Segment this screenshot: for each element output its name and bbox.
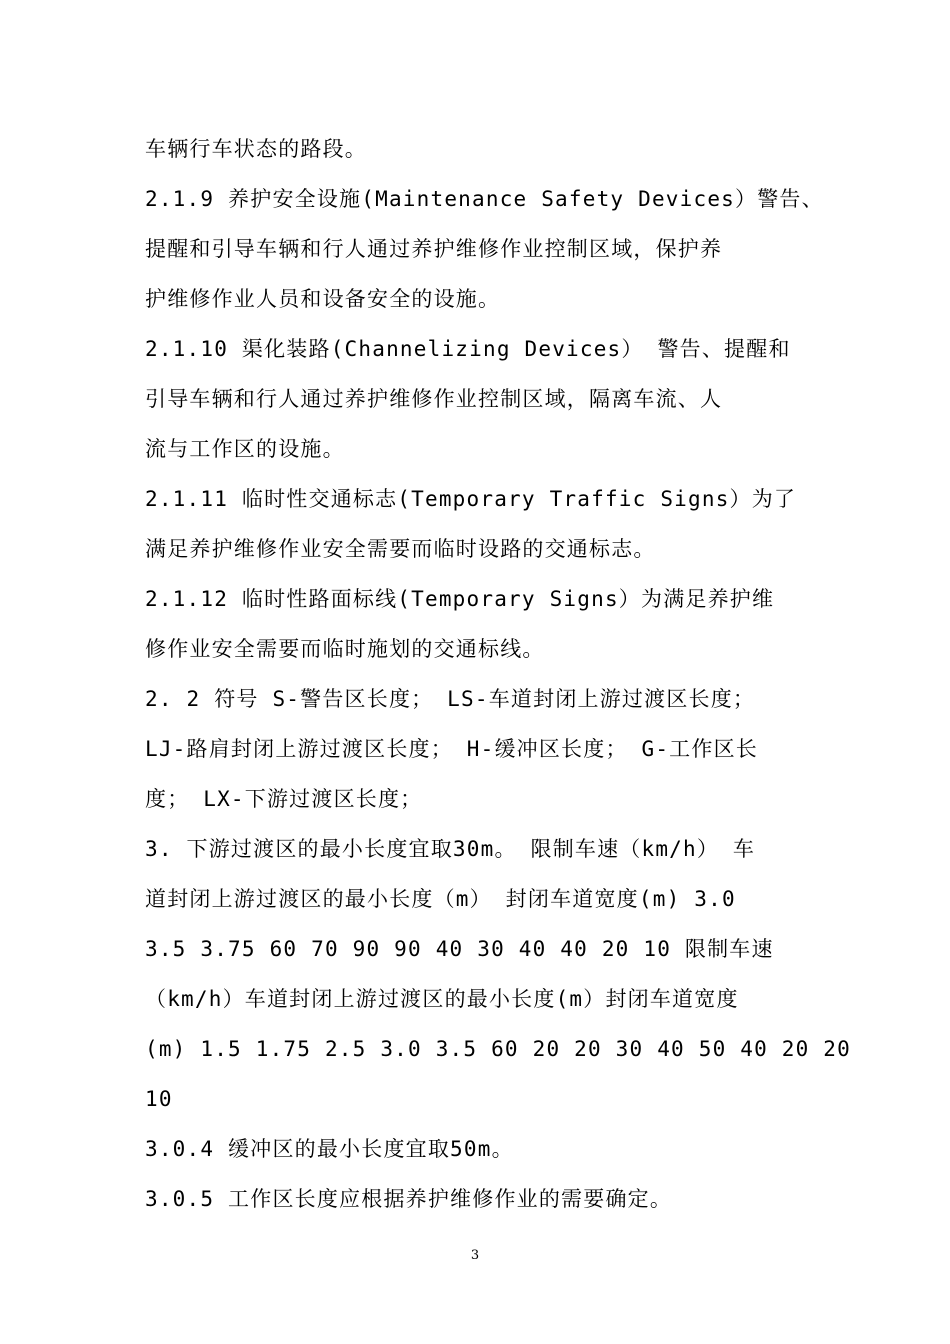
text-line: 度； LX-下游过渡区长度；	[145, 787, 423, 811]
text-line: 护维修作业人员和设备安全的设施。	[145, 287, 501, 311]
text-line: 3.0.4 缓冲区的最小长度宜取50m。	[145, 1137, 514, 1161]
text-line: 修作业安全需要而临时施划的交通标线。	[145, 637, 545, 661]
text-line: 引导车辆和行人通过养护维修作业控制区域，隔离车流、人	[145, 387, 723, 411]
text-line: 满足养护维修作业安全需要而临时设路的交通标志。	[145, 537, 656, 561]
text-line: 3. 下游过渡区的最小长度宜取30m。 限制车速（km/h） 车	[145, 837, 756, 861]
text-line: 车辆行车状态的路段。	[145, 137, 367, 161]
text-line: 2.1.12 临时性路面标线(Temporary Signs）为满足养护维	[145, 587, 775, 611]
text-line: 10	[145, 1087, 173, 1111]
text-line: (m) 1.5 1.75 2.5 3.0 3.5 60 20 20 30 40 50 40 20 20	[145, 1037, 851, 1061]
text-line: 3.0.5 工作区长度应根据养护维修作业的需要确定。	[145, 1187, 673, 1211]
text-line: 3.5 3.75 60 70 90 90 40 30 40 40 20 10 限制车速	[145, 937, 774, 961]
text-line: 提醒和引导车辆和行人通过养护维修作业控制区域，保护养	[145, 237, 723, 261]
text-line: 道封闭上游过渡区的最小长度（m） 封闭车道宽度(m) 3.0	[145, 887, 736, 911]
text-line: 2.1.10 渠化装路(Channelizing Devices） 警告、提醒和	[145, 337, 791, 361]
text-line: LJ-路肩封闭上游过渡区长度； H-缓冲区长度； G-工作区长	[145, 737, 758, 761]
text-line: （km/h）车道封闭上游过渡区的最小长度(m）封闭车道宽度	[145, 987, 739, 1011]
text-line: 流与工作区的设施。	[145, 437, 345, 461]
document-body	[145, 124, 851, 1224]
text-line: 2.1.9 养护安全设施(Maintenance Safety Devices）警告、	[145, 187, 824, 211]
text-line: 2. 2 符号 S-警告区长度； LS-车道封闭上游过渡区长度；	[145, 687, 756, 711]
text-line: 2.1.11 临时性交通标志(Temporary Traffic Signs）为了	[145, 487, 797, 511]
page-number: 3	[470, 1248, 480, 1263]
